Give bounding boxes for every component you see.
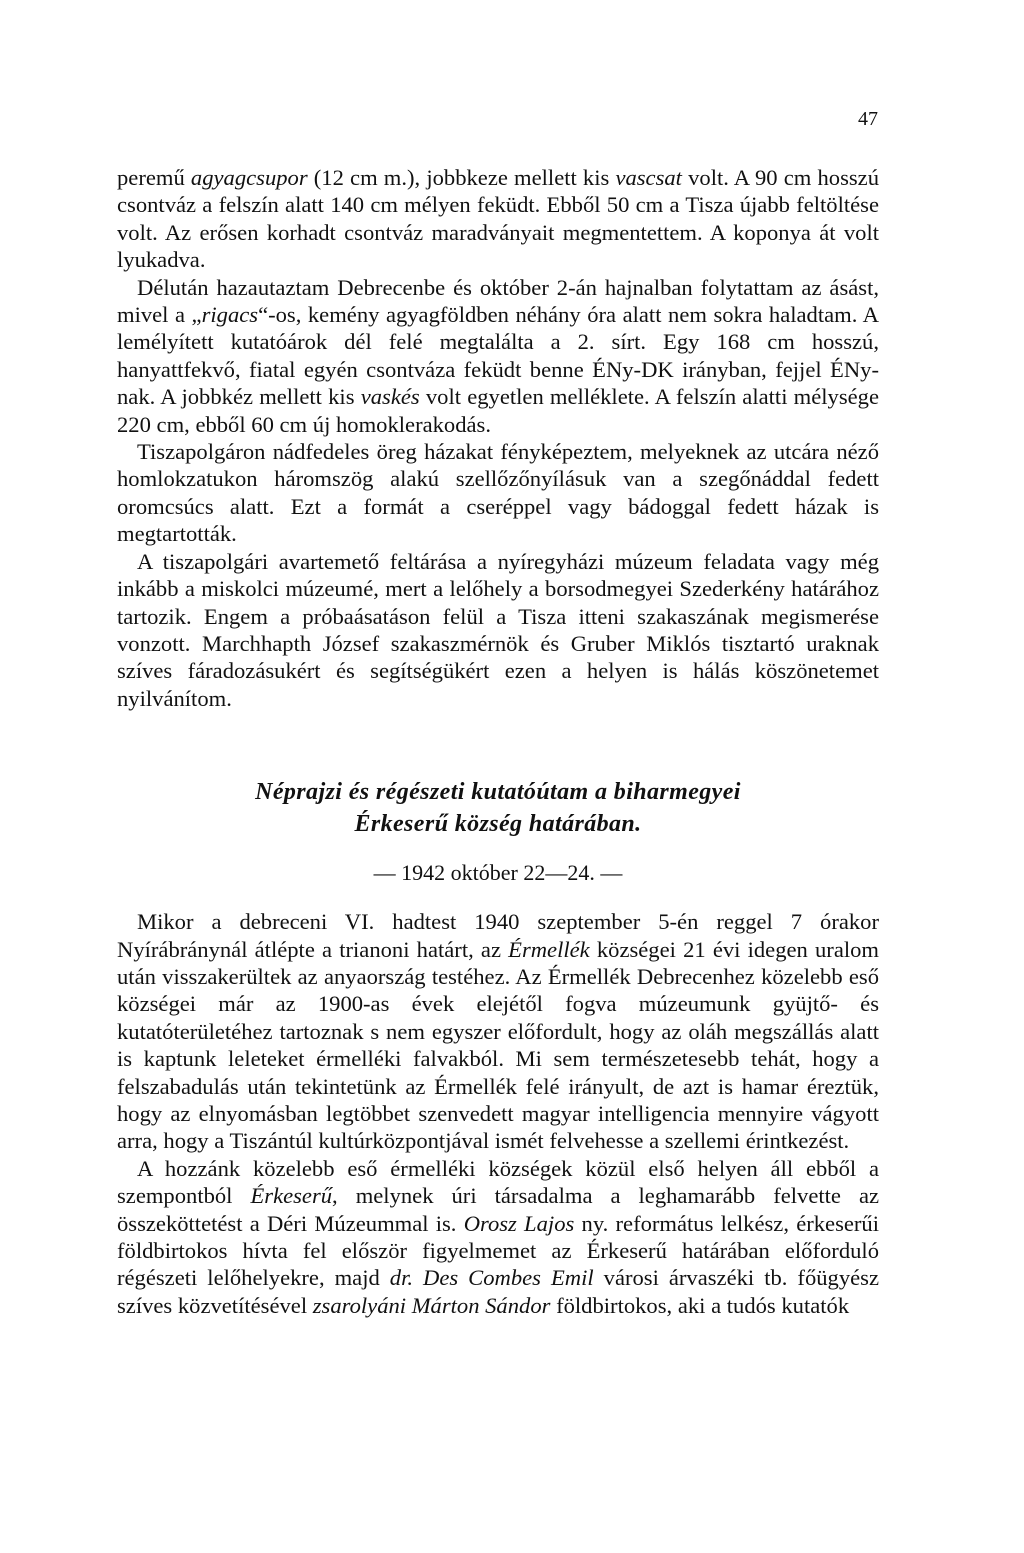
italic-name: Orosz Lajos — [463, 1210, 575, 1236]
text-run: Délután hazautaztam Debrecenbe és október 2-án hajnalban folytattam az ásást, mivel a „ — [117, 274, 879, 328]
italic-term: agyagcsupor — [190, 165, 308, 190]
italic-name: dr. Des Combes Emil — [389, 1265, 594, 1291]
text-run: (12 cm m.), jobbkeze mellett kis — [307, 165, 616, 190]
paragraph-continuation — [117, 164, 879, 274]
italic-term: vascsat — [615, 165, 682, 190]
italic-term: vaskés — [360, 384, 420, 410]
section-date: — 1942 október 22—24. — — [373, 860, 623, 886]
paragraph-excavation — [117, 274, 879, 438]
text-run: ny. református lelkész, érkeserűi földbirtokos hívta fel először figyelmemet az Érkeserű határában előforduló régészeti lelőhelyekre, majd — [117, 1210, 879, 1291]
body-text — [117, 164, 879, 1319]
paragraph-houses: Tiszapolgáron nádfedeles öreg házakat fényképeztem, melyeknek az utcára néző homlokzatukon háromszög alakú szellőzőnyílásuk van a szegőnáddal fedett oromcsúcs alatt. Ezt a formát a cseréppel vagy bádoggal fedett házak is megtartották. — [117, 439, 879, 547]
section-heading-line-2: Érkeserű község határában. — [354, 811, 642, 838]
paragraph-acknowledgement: A tiszapolgári avartemető feltárása a nyíregyházi múzeum feladata vagy még inkább a miskolci múzeumé, mert a lelőhely a borsodmegyei Szederkény határához tartozik. Engem a próbaásatáson felül a Tisza itteni szakaszának megismerése vonzott. Marchhарth József szakaszmérnök és Gruber Miklós tisztartó uraknak szíves fáradozásukért és segítségükért ezen a helyen is hálás köszönetemet nyilvánítom. — [117, 548, 879, 711]
page-number: 47 — [858, 108, 878, 130]
text-run: A hozzánk közelebb eső érmelléki községek közül első helyen áll ebből a szempontból — [117, 1155, 879, 1209]
italic-term: Érkeserű — [250, 1183, 333, 1209]
text-run: Mikor a debreceni VI. hadtest 1940 szeptember 5-én reggel 7 órakor Nyírábránynál átlépte a trianoni határt, az — [117, 909, 879, 962]
italic-term: rigacs — [201, 302, 259, 328]
paragraph-intro — [117, 908, 879, 1155]
text-run: “-os, kemény agyagföldben néhány óra alatt nem sokra haladtam. A lemélyített kutatóárok dél felé megtalálta a 2. sírt. Egy 168 cm hosszú, hanyattfekvő, fiatal egyén csontváza feküdt benne ÉNy-DK irányban, fejjel ÉNy-nak. A jobbkéz mellett kis — [117, 302, 879, 410]
section-heading — [117, 776, 879, 840]
text-run: peremű — [117, 165, 191, 190]
text-run: községei 21 évi idegen uralom után visszakerültek az anyaország testéhez. Az Érmellék Debrecenhez közelebb eső községei már az 1900-as évek elejétől fogva múzeumunk gyüjtő- és kutatóterületéhez tartoznak s nem egyszer előfordult, hogy az oláh megszállás alatt is kaptunk leleteket érmelléki falvakból. Mi sem természetesebb tehát, hogy a felszabadulás után tekintetünk az Érmellék felé irányult, de azt is hamar éreztük, hogy az elnyomásban legtöbbet szenvedett magyar intelligencia mennyire vágyott arra, hogy a Tiszántúl kultúrközpontjával ismét felvehesse a szellemi érintkezést. — [117, 936, 879, 1154]
text-run: városi árvaszéki tb. főügyész szíves közvetítésével — [117, 1265, 879, 1318]
text-run: volt. A 90 cm hosszú csontváz a felszín alatt 140 cm mélyen feküdt. Ebből 50 cm a Tisza újabb feltöltése volt. Az erősen korhadt csontváz maradványait megmentettem. A koponya át volt lyukadva. — [117, 165, 880, 273]
paragraph-erkeseru — [117, 1155, 879, 1319]
italic-term: Érmellék — [508, 936, 590, 962]
section-heading-line-1: Néprajzi és régészeti kutatóútam a biharmegyei — [255, 779, 741, 806]
text-run: , melynek úri társadalma a leghamarább felvette az összeköttetést a Déri Múzeummal is. — [117, 1183, 879, 1236]
italic-name: zsarolyáni Márton Sándor — [312, 1292, 551, 1318]
text-run: volt egyetlen melléklete. A felszín alatti mélysége 220 cm, ebből 60 cm új homoklerakodás. — [117, 384, 879, 437]
text-run: földbirtokos, aki a tudós kutatók — [550, 1292, 850, 1318]
